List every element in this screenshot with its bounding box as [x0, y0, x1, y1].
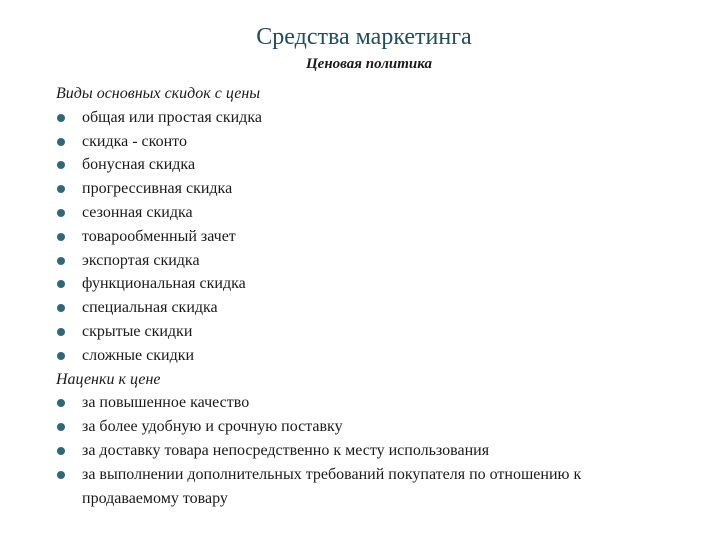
- bullet-icon: [57, 257, 65, 265]
- page-subtitle: Ценовая политика: [306, 56, 432, 72]
- bullet-icon: [57, 280, 65, 288]
- slide-content: [56, 82, 676, 510]
- bullet-icon: [57, 138, 65, 146]
- bullet-icon: [57, 423, 65, 431]
- bullet-icon: [57, 352, 65, 360]
- section-heading-discounts: Виды основных скидок с цены: [56, 85, 261, 102]
- list-item-text: скрытые скидки: [82, 322, 193, 340]
- list-item-text: за более удобную и срочную поставку: [82, 418, 343, 436]
- bullet-icon: [57, 328, 65, 336]
- list-item-text: товарообменный зачет: [82, 227, 236, 245]
- list-item: [56, 201, 676, 225]
- section-heading-markups: Наценки к цене: [56, 370, 161, 388]
- list-item: [56, 391, 676, 415]
- bullet-icon: [57, 399, 65, 407]
- list-item-text: скидка - сконто: [82, 132, 187, 150]
- page-title: Средства маркетинга: [256, 24, 472, 50]
- list-item-text: сложные скидки: [82, 346, 195, 364]
- bullet-icon: [57, 447, 65, 455]
- bullet-icon: [57, 209, 65, 217]
- list-item-text: за повышенное качество: [82, 394, 250, 412]
- list-item: [56, 272, 676, 296]
- list-item: [56, 225, 676, 249]
- list-item-text: специальная скидка: [82, 299, 218, 317]
- list-item: [56, 130, 676, 154]
- list-item: [56, 415, 676, 439]
- list-item-text: сезонная скидка: [82, 203, 193, 221]
- markups-list: [56, 391, 676, 510]
- bullet-icon: [57, 304, 65, 312]
- bullet-icon: [57, 233, 65, 241]
- list-item: [56, 106, 676, 130]
- list-item-text: прогрессивная скидка: [82, 180, 233, 198]
- list-item: [56, 320, 676, 344]
- bullet-icon: [57, 161, 65, 169]
- bullet-icon: [57, 114, 65, 122]
- list-item-text: функциональная скидка: [82, 275, 246, 293]
- list-item-text: за выполнении дополнительных требований покупателя по отношению к продаваемому товару: [82, 465, 582, 507]
- list-item: [56, 344, 676, 368]
- bullet-icon: [57, 185, 65, 193]
- list-item-text: общая или простая скидка: [82, 108, 262, 126]
- list-item-text: бонусная скидка: [82, 156, 196, 174]
- list-item-text: экспортая скидка: [82, 251, 200, 269]
- list-item: [56, 296, 676, 320]
- list-item: [56, 177, 676, 201]
- list-item: [56, 153, 676, 177]
- bullet-icon: [57, 471, 65, 479]
- list-item: [56, 249, 676, 273]
- list-item-text: за доставку товара непосредственно к месту использования: [82, 441, 490, 459]
- list-item: [56, 463, 676, 511]
- list-item: [56, 439, 676, 463]
- discounts-list: [56, 106, 676, 368]
